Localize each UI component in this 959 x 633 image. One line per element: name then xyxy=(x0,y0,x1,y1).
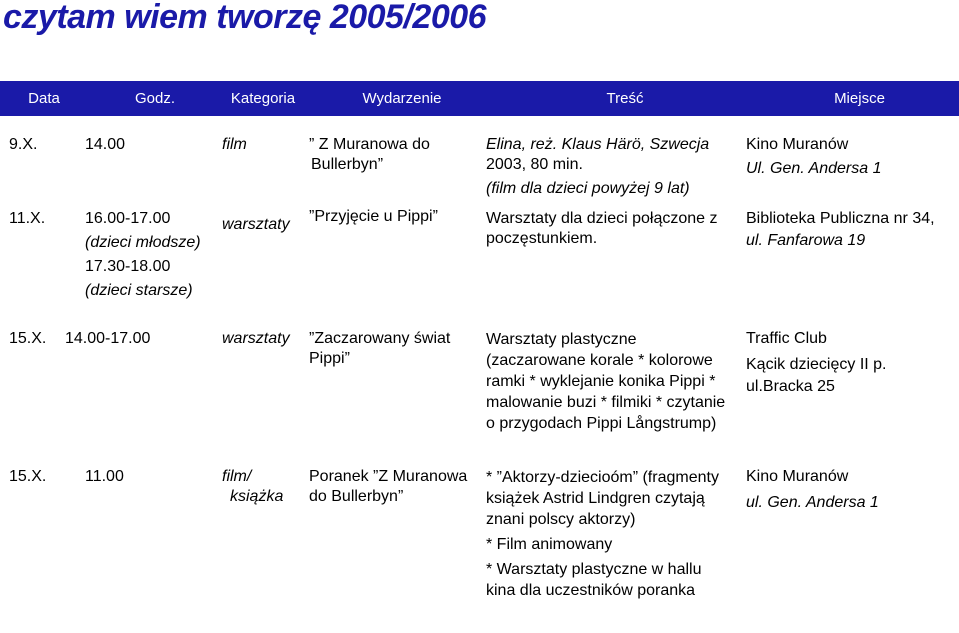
event-line: do Bullerbyn” xyxy=(309,488,404,505)
row-place xyxy=(746,467,879,513)
row-content xyxy=(486,467,719,601)
table-header xyxy=(0,81,959,116)
place-line: Kino Muranów xyxy=(746,136,849,153)
row-date xyxy=(9,135,37,155)
event-line: Bullerbyn” xyxy=(311,156,384,173)
category-text: książka xyxy=(230,488,284,505)
row-event xyxy=(309,467,467,507)
column-header-time: Godz. xyxy=(134,90,176,107)
event-line: ”Przyjęcie u Pippi” xyxy=(309,208,438,225)
event-line: Poranek ”Z Muranowa xyxy=(309,468,468,485)
time-text: 17.30-18.00 xyxy=(85,258,171,275)
category-text: warsztaty xyxy=(222,330,290,347)
row-date xyxy=(9,467,46,487)
time-text: 11.00 xyxy=(85,468,124,485)
date-text: 15.X. xyxy=(9,468,47,485)
row-place xyxy=(746,329,887,397)
category-text: film/ xyxy=(222,468,252,485)
event-line: ” Z Muranowa do xyxy=(309,136,430,153)
content-line: Warsztaty dla dzieci połączone z xyxy=(486,210,718,227)
row-time xyxy=(85,135,125,155)
time-note: (dzieci młodsze) xyxy=(85,234,201,251)
content-line: (film dla dzieci powyżej 9 lat) xyxy=(486,180,690,197)
place-line: ul.Bracka 25 xyxy=(746,378,835,395)
row-content xyxy=(486,135,709,199)
content-line: ramki * wyklejanie konika Pippi * xyxy=(486,373,716,390)
content-line: * ”Aktorzy-dziecioóm” (fragmenty xyxy=(486,469,719,486)
content-line: kina dla uczestników poranka xyxy=(486,582,696,599)
row-content xyxy=(486,329,725,434)
content-line: * Film animowany xyxy=(486,536,613,553)
place-line: Kącik dziecięcy II p. xyxy=(746,356,887,373)
place-line: ul. Fanfarowa 19 xyxy=(746,232,866,249)
content-line: malowanie buzi * filmiki * czytanie xyxy=(486,394,726,411)
content-line: Warsztaty plastyczne xyxy=(486,331,637,348)
category-text: film xyxy=(222,136,247,153)
time-text: 14.00-17.00 xyxy=(65,330,151,347)
row-time xyxy=(85,467,124,487)
row-place xyxy=(746,209,935,251)
place-line: Traffic Club xyxy=(746,330,827,347)
row-date xyxy=(9,209,45,229)
content-line: Elina, reż. Klaus Härö, Szwecja xyxy=(486,136,710,153)
place-line: Ul. Gen. Andersa 1 xyxy=(746,160,882,177)
time-note: (dzieci starsze) xyxy=(85,282,193,299)
column-header-event: Wydarzenie xyxy=(362,90,442,107)
row-event xyxy=(309,207,438,227)
column-header-content: Treść xyxy=(606,90,644,107)
content-line: poczęstunkiem. xyxy=(486,230,598,247)
column-header-place: Miejsce xyxy=(834,90,885,107)
row-category xyxy=(222,329,290,349)
column-header-category: Kategoria xyxy=(230,90,296,107)
row-time xyxy=(85,209,201,301)
content-line: książek Astrid Lindgren czytają xyxy=(486,490,705,507)
date-text: 15.X. xyxy=(9,330,47,347)
event-line: Pippi” xyxy=(309,350,350,367)
date-text: 9.X. xyxy=(9,136,38,153)
column-header-date: Data xyxy=(28,90,60,107)
time-text: 14.00 xyxy=(85,136,126,153)
content-line: znani polscy aktorzy) xyxy=(486,511,636,528)
category-text: warsztaty xyxy=(222,216,290,233)
event-line: ”Zaczarowany świat xyxy=(309,330,451,347)
row-date xyxy=(9,329,46,349)
content-line: o przygodach Pippi Långstrump) xyxy=(486,415,717,432)
row-category xyxy=(222,215,290,235)
row-category xyxy=(222,467,283,507)
row-event xyxy=(309,135,430,175)
row-place xyxy=(746,135,881,179)
place-line: Kino Muranów xyxy=(746,468,849,485)
row-time xyxy=(65,329,150,349)
content-line: * Warsztaty plastyczne w hallu xyxy=(486,561,702,578)
row-category xyxy=(222,135,247,155)
place-line: ul. Gen. Andersa 1 xyxy=(746,494,879,511)
content-line: 2003, 80 min. xyxy=(486,156,583,173)
place-line: Biblioteka Publiczna nr 34, xyxy=(746,210,935,227)
time-text: 16.00-17.00 xyxy=(85,210,171,227)
row-content xyxy=(486,209,718,249)
content-line: (zaczarowane korale * kolorowe xyxy=(486,352,713,369)
date-text: 11.X. xyxy=(9,210,46,227)
page-title: czytam wiem tworzę 2005/2006 xyxy=(3,0,487,36)
row-event xyxy=(309,329,450,369)
